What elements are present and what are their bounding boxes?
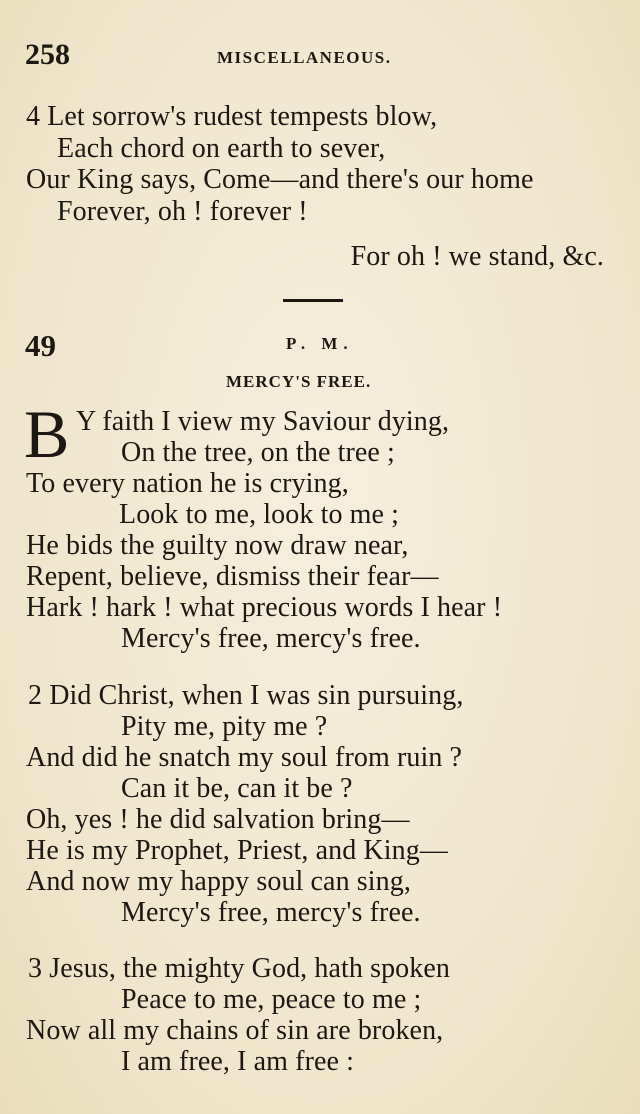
verse-line: Repent, believe, dismiss their fear— [26, 561, 439, 592]
verse-line: Can it be, can it be ? [121, 773, 353, 804]
verse-line: Look to me, look to me ; [119, 499, 400, 530]
verse-line: On the tree, on the tree ; [121, 437, 395, 468]
verse-line: He is my Prophet, Priest, and King— [26, 835, 448, 866]
verse-line: Mercy's free, mercy's free. [121, 623, 421, 654]
verse-line: Now all my chains of sin are broken, [26, 1015, 444, 1046]
hymn-meter: P. M. [286, 334, 354, 353]
verse-line: Oh, yes ! he did salvation bring— [26, 804, 410, 835]
verse-line: Peace to me, peace to me ; [121, 984, 422, 1015]
verse-line: Y faith I view my Saviour dying, [76, 406, 450, 437]
drop-cap: B [24, 396, 70, 472]
hymn-number: 49 [25, 328, 56, 363]
refrain-reference: For oh ! we stand, &c. [350, 241, 604, 272]
verse-line: Each chord on earth to sever, [57, 133, 386, 164]
verse-line: I am free, I am free : [121, 1046, 355, 1077]
verse-line: And did he snatch my soul from ruin ? [26, 742, 463, 773]
running-title: MISCELLANEOUS. [217, 48, 392, 67]
verse-line: Pity me, pity me ? [121, 711, 328, 742]
verse-line: 3 Jesus, the mighty God, hath spoken [28, 953, 451, 984]
verse-line: 4 Let sorrow's rudest tempests blow, [26, 101, 438, 132]
section-divider [283, 299, 343, 302]
verse-line: Our King says, Come—and there's our home [26, 164, 534, 195]
verse-line: And now my happy soul can sing, [26, 866, 411, 897]
verse-line: Forever, oh ! forever ! [57, 196, 308, 227]
verse-line: Hark ! hark ! what precious words I hear ! [26, 592, 503, 623]
verse-line: To every nation he is crying, [26, 468, 349, 499]
page-number: 258 [25, 38, 70, 71]
hymn-title: MERCY'S FREE. [226, 372, 372, 391]
verse-line: 2 Did Christ, when I was sin pursuing, [28, 680, 464, 711]
verse-line: Mercy's free, mercy's free. [121, 897, 421, 928]
verse-line: He bids the guilty now draw near, [26, 530, 409, 561]
